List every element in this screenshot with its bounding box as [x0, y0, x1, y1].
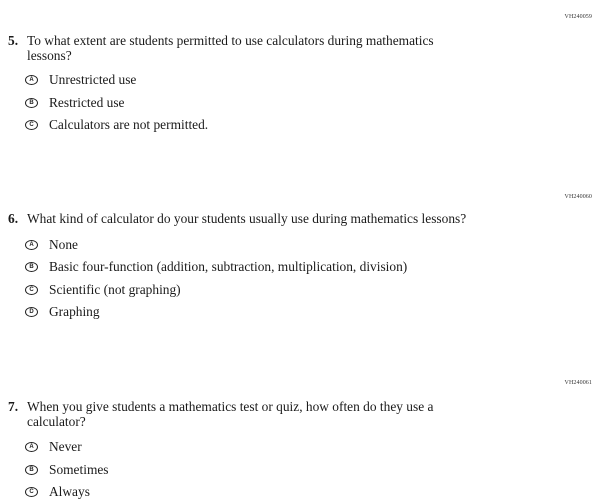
answer-bubble-a-icon[interactable]: A	[25, 75, 38, 85]
answer-bubble-a-icon[interactable]: A	[25, 442, 38, 452]
question-id: VH240060	[564, 194, 592, 200]
question-number: 6.	[8, 211, 19, 226]
answer-label: None	[49, 237, 79, 252]
answer-bubble-a-icon[interactable]: A	[25, 240, 38, 250]
answer-option-b[interactable]	[25, 259, 407, 274]
answer-label: Scientific (not graphing)	[49, 282, 181, 297]
question-number: 7.	[8, 399, 19, 414]
answer-option-c[interactable]	[25, 484, 90, 499]
question-prompt	[8, 212, 528, 227]
answer-option-c[interactable]	[25, 117, 208, 132]
answer-bubble-b-icon[interactable]: B	[25, 98, 38, 108]
answer-label: Sometimes	[49, 462, 109, 477]
answer-option-c[interactable]	[25, 282, 181, 297]
answer-option-a[interactable]	[25, 439, 82, 454]
question-number: 5.	[8, 33, 19, 48]
answer-option-d[interactable]	[25, 304, 100, 319]
answer-label: Graphing	[49, 304, 100, 319]
question-id: VH240059	[564, 14, 592, 20]
answer-bubble-c-icon[interactable]: C	[25, 120, 38, 130]
answer-label: Restricted use	[49, 95, 125, 110]
answer-label: Never	[49, 439, 82, 454]
answer-label: Calculators are not permitted.	[49, 117, 209, 132]
answer-label: Always	[49, 484, 90, 499]
question-text: To what extent are students permitted to use calculators during mathematics lessons?	[27, 33, 434, 63]
answer-option-b[interactable]	[25, 462, 109, 477]
answer-option-a[interactable]	[25, 237, 78, 252]
answer-bubble-c-icon[interactable]: C	[25, 487, 38, 497]
answer-label: Unrestricted use	[49, 72, 137, 87]
question-prompt	[8, 34, 478, 63]
answer-bubble-d-icon[interactable]: D	[25, 307, 38, 317]
answer-bubble-b-icon[interactable]: B	[25, 465, 38, 475]
question-text: What kind of calculator do your students usually use during mathematics lessons?	[27, 211, 467, 226]
answer-option-b[interactable]	[25, 95, 125, 110]
question-prompt	[8, 400, 478, 429]
answer-bubble-b-icon[interactable]: B	[25, 262, 38, 272]
answer-bubble-c-icon[interactable]: C	[25, 285, 38, 295]
question-id: VH240061	[564, 380, 592, 386]
answer-label: Basic four-function (addition, subtraction, multiplication, division)	[49, 259, 408, 274]
question-text: When you give students a mathematics test or quiz, how often do they use a calculator?	[27, 399, 434, 429]
answer-option-a[interactable]	[25, 72, 136, 87]
